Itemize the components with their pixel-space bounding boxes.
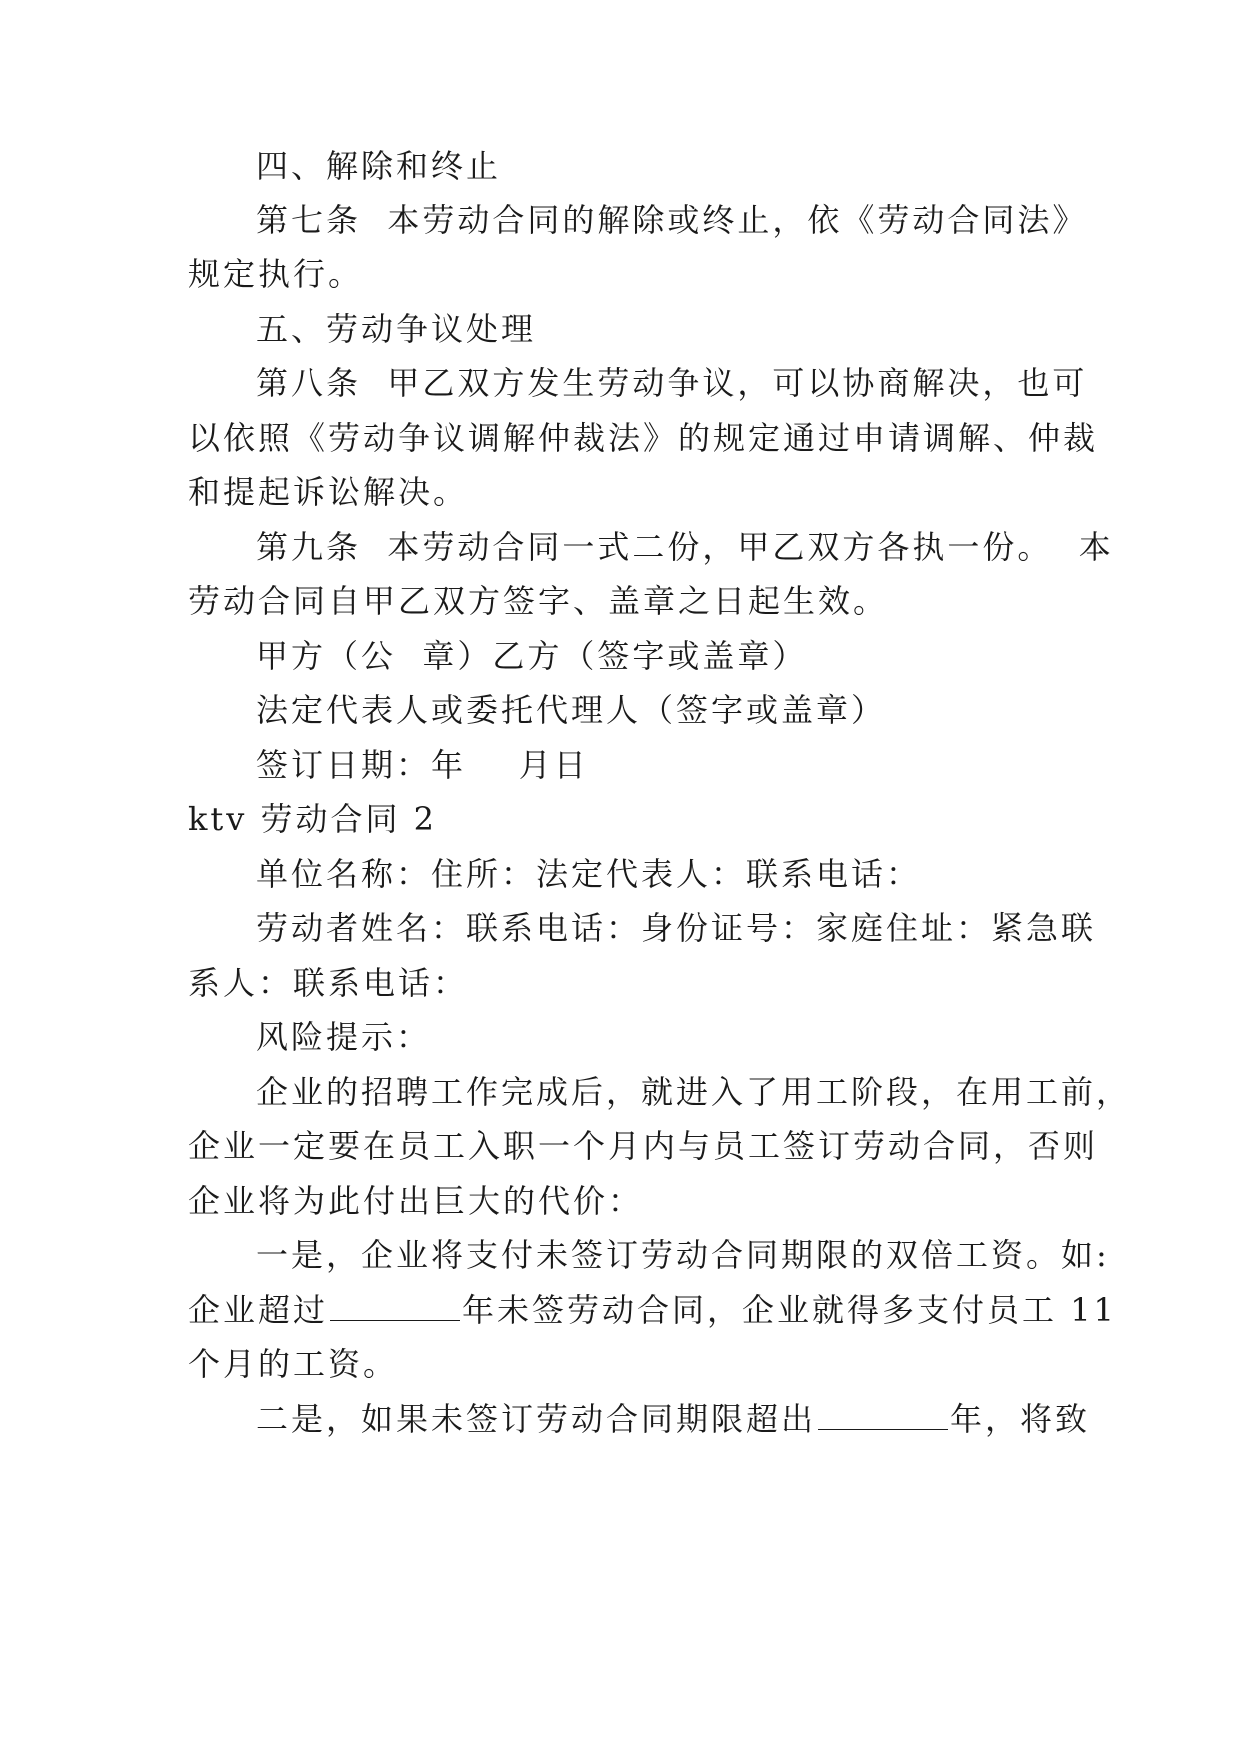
risk-paragraph-cont-2: 企业将为此付出巨大的代价： xyxy=(188,1182,644,1220)
risk-point-1-cont-prefix: 企业超过 xyxy=(188,1291,329,1329)
signature-representative: 法定代表人或委托代理人（签字或盖章） xyxy=(256,691,887,729)
employer-info: 单位名称：住所：法定代表人：联系电话： xyxy=(256,855,922,893)
blank-line xyxy=(818,1403,948,1430)
article-9-text-cont: 劳动合同自甲乙双方签字、盖章之日起生效。 xyxy=(188,582,889,620)
section-heading-disputes: 五、劳动争议处理 xyxy=(256,310,537,348)
article-9-text: 第九条 本劳动合同一式二份，甲乙双方各执一份。 本 xyxy=(256,528,1114,566)
risk-paragraph-cont-1: 企业一定要在员工入职一个月内与员工签订劳动合同，否则 xyxy=(188,1127,1099,1165)
blank-line xyxy=(330,1294,460,1321)
risk-point-2-suffix: 年，将致 xyxy=(950,1400,1091,1438)
article-8-text: 第八条 甲乙双方发生劳动争议，可以协商解决，也可 xyxy=(256,364,1088,402)
risk-point-1-cont xyxy=(188,1290,1117,1330)
risk-point-1: 一是，企业将支付未签订劳动合同期限的双倍工资。如: xyxy=(256,1236,1110,1274)
section-heading-termination: 四、解除和终止 xyxy=(256,147,502,185)
article-8-text-cont-2: 和提起诉讼解决。 xyxy=(188,473,469,511)
risk-point-1-cont-suffix: 年未签劳动合同，企业就得多支付员工 11 xyxy=(462,1291,1117,1329)
article-8-text-cont-1: 以依照《劳动争议调解仲裁法》的规定通过申请调解、仲裁 xyxy=(188,419,1099,457)
employee-info-cont: 系人：联系电话： xyxy=(188,964,469,1002)
article-7-text: 第七条 本劳动合同的解除或终止，依《劳动合同法》 xyxy=(256,201,1088,239)
signature-date: 签订日期：年 月日 xyxy=(256,746,589,784)
document-title-2: ktv 劳动合同 2 xyxy=(188,800,438,838)
employee-info: 劳动者姓名：联系电话：身份证号：家庭住址：紧急联 xyxy=(256,909,1097,947)
risk-point-2 xyxy=(256,1399,1091,1439)
risk-point-2-prefix: 二是，如果未签订劳动合同期限超出 xyxy=(256,1400,817,1438)
risk-paragraph: 企业的招聘工作完成后，就进入了用工阶段，在用工前， xyxy=(256,1073,1132,1111)
risk-heading: 风险提示： xyxy=(256,1018,432,1056)
signature-parties: 甲方（公 章）乙方（签字或盖章） xyxy=(256,637,808,675)
article-7-text-cont: 规定执行。 xyxy=(188,255,364,293)
risk-point-1-cont-2: 个月的工资。 xyxy=(188,1345,399,1383)
